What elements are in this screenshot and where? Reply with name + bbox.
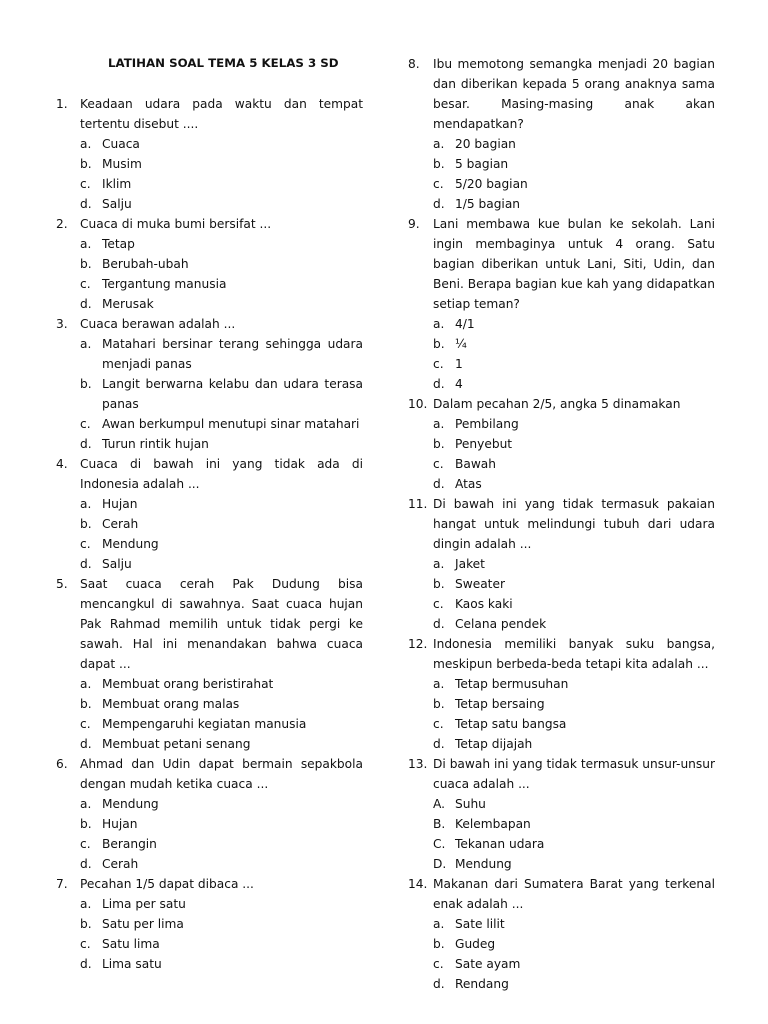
question-item xyxy=(56,214,363,314)
answer-option xyxy=(80,694,363,714)
answer-option xyxy=(433,914,715,934)
answer-option xyxy=(80,174,363,194)
option-text: Membuat orang malas xyxy=(102,697,240,711)
option-text: Kelembapan xyxy=(455,817,531,831)
question-item xyxy=(408,874,715,994)
option-letter: c. xyxy=(80,717,91,731)
option-text: Cerah xyxy=(102,857,139,871)
question-text: Keadaan udara pada waktu dan tempat tertentu disebut .... xyxy=(80,97,363,131)
answer-option xyxy=(80,854,363,874)
option-text: Awan berkumpul menutupi sinar matahari xyxy=(102,417,360,431)
option-text: 4/1 xyxy=(455,317,475,331)
answer-option xyxy=(433,134,715,154)
option-letter: b. xyxy=(433,337,445,351)
option-letter: b. xyxy=(433,437,445,451)
question-text: Cuaca di muka bumi bersifat ... xyxy=(80,217,272,231)
option-letter: d. xyxy=(433,737,445,751)
answer-option xyxy=(433,354,715,374)
question-number: 12. xyxy=(408,637,428,651)
option-text: Tetap bersaing xyxy=(455,697,545,711)
option-text: Berubah-ubah xyxy=(102,257,189,271)
question-text: Di bawah ini yang tidak termasuk unsur-unsur cuaca adalah ... xyxy=(433,757,715,791)
option-text: Tetap bermusuhan xyxy=(455,677,569,691)
option-text: Rendang xyxy=(455,977,509,991)
answer-option xyxy=(80,914,363,934)
question-body xyxy=(433,874,715,994)
option-letter: c. xyxy=(80,277,91,291)
question-text: Indonesia memiliki banyak suku bangsa, meskipun berbeda-beda tetapi kita adalah ... xyxy=(433,637,715,671)
option-text: Lima per satu xyxy=(102,897,186,911)
option-text: Turun rintik hujan xyxy=(102,437,209,451)
option-letter: c. xyxy=(80,177,91,191)
option-letter: c. xyxy=(80,937,91,951)
option-letter: d. xyxy=(433,377,445,391)
option-letter: c. xyxy=(433,357,444,371)
option-text: Satu per lima xyxy=(102,917,184,931)
question-item xyxy=(408,754,715,874)
answer-option xyxy=(433,414,715,434)
answer-option xyxy=(80,554,363,574)
left-column xyxy=(56,94,363,974)
option-letter: a. xyxy=(80,137,92,151)
answer-option xyxy=(80,374,363,414)
option-letter: a. xyxy=(80,237,92,251)
option-letter: c. xyxy=(433,717,444,731)
answer-option xyxy=(433,854,715,874)
question-body xyxy=(433,394,715,494)
question-text: Ibu memotong semangka menjadi 20 bagian dan diberikan kepada 5 orang anaknya sama besar. Masing-masing anak akan mendapatkan? xyxy=(433,57,715,131)
option-text: Bawah xyxy=(455,457,496,471)
question-number: 7. xyxy=(56,877,68,891)
answer-option xyxy=(433,714,715,734)
question-number: 14. xyxy=(408,877,428,891)
option-text: Membuat petani senang xyxy=(102,737,251,751)
question-number: 5. xyxy=(56,577,68,591)
question-item xyxy=(56,874,363,974)
option-letter: c. xyxy=(80,537,91,551)
answer-option xyxy=(433,554,715,574)
question-number: 10. xyxy=(408,397,428,411)
option-text: Iklim xyxy=(102,177,132,191)
answer-option xyxy=(80,954,363,974)
answer-option xyxy=(80,834,363,854)
option-text: Sweater xyxy=(455,577,505,591)
answer-option xyxy=(80,414,363,434)
question-body xyxy=(80,754,363,874)
question-text: Pecahan 1/5 dapat dibaca ... xyxy=(80,877,254,891)
answer-option xyxy=(80,274,363,294)
question-number: 1. xyxy=(56,97,68,111)
answer-option xyxy=(80,254,363,274)
option-letter: a. xyxy=(433,417,445,431)
question-text: Lani membawa kue bulan ke sekolah. Lani ingin membaginya untuk 4 orang. Satu bagian diberikan untuk Lani, Siti, Udin, dan Beni. Berapa bagian kue kah yang didapatkan setiap teman? xyxy=(433,217,715,311)
answer-option xyxy=(80,534,363,554)
option-text: Mendung xyxy=(102,537,159,551)
option-letter: b. xyxy=(80,157,92,171)
answer-option xyxy=(433,954,715,974)
question-number: 8. xyxy=(408,57,420,71)
answer-option xyxy=(80,894,363,914)
option-text: Tetap satu bangsa xyxy=(455,717,567,731)
page-title: LATIHAN SOAL TEMA 5 KELAS 3 SD xyxy=(108,56,339,70)
question-body xyxy=(433,634,715,754)
question-body xyxy=(80,454,363,574)
option-letter: b. xyxy=(433,937,445,951)
option-letter: a. xyxy=(433,317,445,331)
answer-option xyxy=(433,974,715,994)
answer-option xyxy=(80,154,363,174)
question-number: 11. xyxy=(408,497,428,511)
question-item xyxy=(56,454,363,574)
answer-option xyxy=(80,714,363,734)
answer-option xyxy=(80,194,363,214)
answer-option xyxy=(433,794,715,814)
option-letter: c. xyxy=(433,457,444,471)
question-text: Ahmad dan Udin dapat bermain sepakbola dengan mudah ketika cuaca ... xyxy=(80,757,363,791)
option-letter: b. xyxy=(433,577,445,591)
option-text: Penyebut xyxy=(455,437,513,451)
question-item xyxy=(56,94,363,214)
option-text: 5 bagian xyxy=(455,157,509,171)
question-body xyxy=(433,54,715,214)
option-text: Gudeg xyxy=(455,937,496,951)
question-number: 6. xyxy=(56,757,68,771)
answer-option xyxy=(80,334,363,374)
option-text: Hujan xyxy=(102,497,138,511)
option-text: Lima satu xyxy=(102,957,162,971)
option-text: Sate ayam xyxy=(455,957,521,971)
answer-option xyxy=(80,514,363,534)
answer-option xyxy=(433,154,715,174)
question-body xyxy=(433,214,715,394)
question-item xyxy=(408,214,715,394)
question-body xyxy=(80,314,363,454)
answer-option xyxy=(80,934,363,954)
option-letter: d. xyxy=(433,977,445,991)
answer-option xyxy=(433,834,715,854)
question-item xyxy=(408,54,715,214)
option-text: Kaos kaki xyxy=(455,597,513,611)
option-letter: d. xyxy=(80,737,92,751)
answer-option xyxy=(80,294,363,314)
option-letter: B. xyxy=(433,817,446,831)
option-text: 20 bagian xyxy=(455,137,516,151)
option-text: Langit berwarna kelabu dan udara terasa panas xyxy=(102,377,363,411)
answer-option xyxy=(80,134,363,154)
option-text: Matahari bersinar terang sehingga udara menjadi panas xyxy=(102,337,363,371)
option-letter: d. xyxy=(80,857,92,871)
answer-option xyxy=(433,594,715,614)
option-text: Suhu xyxy=(455,797,486,811)
question-item xyxy=(56,574,363,754)
question-item xyxy=(56,314,363,454)
option-text: Tetap xyxy=(102,237,135,251)
question-text: Dalam pecahan 2/5, angka 5 dinamakan xyxy=(433,397,681,411)
option-text: Pembilang xyxy=(455,417,519,431)
answer-option xyxy=(80,814,363,834)
question-item xyxy=(408,634,715,754)
option-text: Jaket xyxy=(455,557,485,571)
question-number: 9. xyxy=(408,217,420,231)
answer-option xyxy=(433,694,715,714)
answer-option xyxy=(433,734,715,754)
option-letter: d. xyxy=(80,297,92,311)
option-letter: b. xyxy=(80,517,92,531)
option-letter: b. xyxy=(80,697,92,711)
answer-option xyxy=(80,434,363,454)
option-letter: a. xyxy=(433,677,445,691)
option-letter: d. xyxy=(80,957,92,971)
answer-option xyxy=(80,794,363,814)
answer-option xyxy=(433,474,715,494)
option-letter: a. xyxy=(80,897,92,911)
question-number: 3. xyxy=(56,317,68,331)
option-letter: a. xyxy=(433,557,445,571)
question-number: 2. xyxy=(56,217,68,231)
answer-option xyxy=(433,314,715,334)
option-text: Salju xyxy=(102,557,132,571)
option-letter: A. xyxy=(433,797,445,811)
option-letter: a. xyxy=(80,497,92,511)
option-letter: c. xyxy=(433,957,444,971)
option-letter: d. xyxy=(433,477,445,491)
answer-option xyxy=(433,614,715,634)
option-letter: c. xyxy=(433,597,444,611)
answer-option xyxy=(433,934,715,954)
question-item xyxy=(408,394,715,494)
option-text: Tergantung manusia xyxy=(102,277,227,291)
answer-option xyxy=(433,674,715,694)
question-body xyxy=(80,874,363,974)
answer-option xyxy=(80,494,363,514)
question-body xyxy=(80,214,363,314)
question-body xyxy=(433,494,715,634)
option-text: 5/20 bagian xyxy=(455,177,528,191)
answer-option xyxy=(80,234,363,254)
option-text: Merusak xyxy=(102,297,154,311)
option-letter: a. xyxy=(433,917,445,931)
option-text: Musim xyxy=(102,157,142,171)
question-text: Makanan dari Sumatera Barat yang terkenal enak adalah ... xyxy=(433,877,715,911)
question-text: Di bawah ini yang tidak termasuk pakaian hangat untuk melindungi tubuh dari udara dingin adalah ... xyxy=(433,497,715,551)
answer-option xyxy=(80,734,363,754)
option-text: Celana pendek xyxy=(455,617,547,631)
right-column xyxy=(408,54,715,994)
question-body xyxy=(80,574,363,754)
option-text: ¼ xyxy=(455,337,467,351)
option-letter: b. xyxy=(80,377,92,391)
option-text: Cuaca xyxy=(102,137,140,151)
option-letter: d. xyxy=(433,197,445,211)
option-text: Berangin xyxy=(102,837,157,851)
option-text: Sate lilit xyxy=(455,917,505,931)
option-text: Mendung xyxy=(102,797,159,811)
option-letter: D. xyxy=(433,857,447,871)
option-letter: C. xyxy=(433,837,446,851)
option-letter: a. xyxy=(80,677,92,691)
option-text: Atas xyxy=(455,477,482,491)
answer-option xyxy=(80,674,363,694)
question-text: Cuaca berawan adalah ... xyxy=(80,317,236,331)
question-text: Cuaca di bawah ini yang tidak ada di Indonesia adalah ... xyxy=(80,457,363,491)
question-number: 13. xyxy=(408,757,428,771)
option-letter: b. xyxy=(80,917,92,931)
option-letter: b. xyxy=(433,157,445,171)
option-letter: a. xyxy=(80,337,92,351)
question-item xyxy=(408,494,715,634)
option-letter: c. xyxy=(80,417,91,431)
option-text: Hujan xyxy=(102,817,138,831)
option-text: Cerah xyxy=(102,517,139,531)
option-letter: a. xyxy=(433,137,445,151)
question-body xyxy=(433,754,715,874)
answer-option xyxy=(433,814,715,834)
option-letter: b. xyxy=(80,817,92,831)
question-body xyxy=(80,94,363,214)
option-text: Mempengaruhi kegiatan manusia xyxy=(102,717,307,731)
question-text: Saat cuaca cerah Pak Dudung bisa mencangkul di sawahnya. Saat cuaca hujan Pak Rahmad memilih untuk tidak pergi ke sawah. Hal ini menandakan bahwa cuaca dapat ... xyxy=(80,577,363,671)
answer-option xyxy=(433,334,715,354)
option-letter: a. xyxy=(80,797,92,811)
option-letter: b. xyxy=(80,257,92,271)
answer-option xyxy=(433,454,715,474)
option-letter: c. xyxy=(433,177,444,191)
option-text: Satu lima xyxy=(102,937,160,951)
question-item xyxy=(56,754,363,874)
answer-option xyxy=(433,374,715,394)
option-text: Salju xyxy=(102,197,132,211)
answer-option xyxy=(433,574,715,594)
option-text: 1 xyxy=(455,357,463,371)
option-text: Mendung xyxy=(455,857,512,871)
answer-option xyxy=(433,434,715,454)
option-letter: d. xyxy=(80,557,92,571)
option-text: 4 xyxy=(455,377,463,391)
question-number: 4. xyxy=(56,457,68,471)
answer-option xyxy=(433,194,715,214)
option-text: 1/5 bagian xyxy=(455,197,521,211)
option-letter: d. xyxy=(80,437,92,451)
option-letter: c. xyxy=(80,837,91,851)
option-letter: d. xyxy=(80,197,92,211)
answer-option xyxy=(433,174,715,194)
option-text: Membuat orang beristirahat xyxy=(102,677,274,691)
option-letter: b. xyxy=(433,697,445,711)
option-text: Tetap dijajah xyxy=(455,737,533,751)
option-text: Tekanan udara xyxy=(455,837,545,851)
option-letter: d. xyxy=(433,617,445,631)
